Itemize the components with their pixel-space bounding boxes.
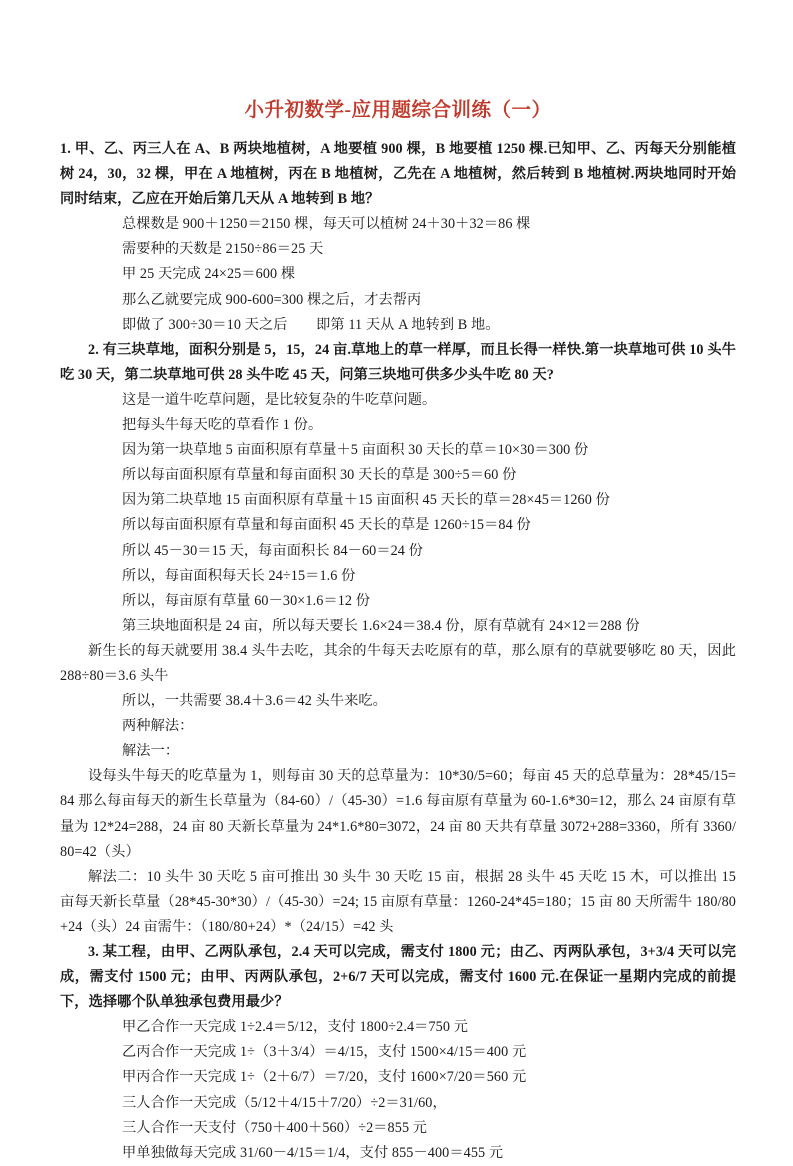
solution-line: 第三块地面积是 24 亩，所以每天要长 1.6×24＝38.4 份，原有草就有 24×12＝288 份	[122, 617, 640, 634]
solution-line: 所以，一共需要 38.4＋3.6＝42 头牛来吃。	[122, 693, 387, 710]
solution-line: 乙丙合作一天完成 1÷（3＋3/4）＝4/15，支付 1500×4/15＝400 元	[122, 1044, 527, 1061]
solution-line: 所以，每亩原有草量 60－30×1.6＝12 份	[122, 592, 371, 609]
solution-line: 解法一：	[122, 743, 180, 760]
solution-line: 甲 25 天完成 24×25＝600 棵	[122, 266, 296, 283]
solution-line: 甲单独做每天完成 31/60－4/15＝1/4，支付 855－400＝455 元	[122, 1144, 504, 1161]
solution-line: 那么乙就要完成 900-600=300 棵之后，才去帮丙	[122, 291, 422, 308]
solution-line: 因为第二块草地 15 亩面积原有草量＋15 亩面积 45 天长的草＝28×45＝1260 份	[122, 492, 610, 509]
solution-line: 总棵数是 900＋1250＝2150 棵，每天可以植树 24＋30＋32＝86 棵	[122, 216, 531, 233]
problem-statement: 2. 有三块草地，面积分别是 5，15，24 亩.草地上的草一样厚，而且长得一样快.第一块草地可供 10 头牛吃 30 天，第二块草地可供 28 头牛吃 45 天，问第三块地可供多少头牛吃 80 天?	[60, 341, 736, 383]
solution-line: 设每头牛每天的吃草量为 1，则每亩 30 天的总草量为：10*30/5=60；每亩 45 天的总草量为：28*45/15=84 那么每亩每天的新生长草量为（84-60）/（45-30）=1.6 每亩原有草量为 60-1.6*30=12，那么 24 亩原有草量为 12*24=288，24 亩 80 天新长草量为 24*1.6*80=3072，24 亩 80 天共有草量 3072+288=3360，所有 3360/80=42（头）	[60, 768, 736, 860]
solution-line: 需要种的天数是 2150÷86＝25 天	[122, 241, 324, 258]
solution-line: 三人合作一天支付（750＋400＋560）÷2＝855 元	[122, 1119, 428, 1136]
solution-line: 所以每亩面积原有草量和每亩面积 45 天长的草是 1260÷15＝84 份	[122, 517, 531, 534]
solution-line: 因为第一块草地 5 亩面积原有草量＋5 亩面积 30 天长的草＝10×30＝300 份	[122, 442, 589, 459]
document-body	[60, 137, 736, 1166]
solution-line: 三人合作一天完成（5/12＋4/15＋7/20）÷2＝31/60，	[122, 1094, 447, 1111]
solution-line: 两种解法：	[122, 718, 194, 735]
solution-line: 即做了 300÷30＝10 天之后 即第 11 天从 A 地转到 B 地。	[122, 316, 500, 333]
document-content	[60, 96, 736, 1166]
solution-line: 解法二：10 头牛 30 天吃 5 亩可推出 30 头牛 30 天吃 15 亩，根据 28 头牛 45 天吃 15 木，可以推出 15 亩每天新长草量（28*45-30*30）/（45-30）=24; 15 亩原有草量：1260-24*45=180；15 亩 80 天所需牛 180/80+24（头）24 亩需牛：（180/80+24）*（24/15）=42 头	[60, 868, 736, 935]
solution-line: 甲丙合作一天完成 1÷（2＋6/7）＝7/20，支付 1600×7/20＝560 元	[122, 1069, 527, 1086]
solution-line: 把每头牛每天吃的草看作 1 份。	[122, 417, 323, 434]
solution-line: 所以 45－30＝15 天，每亩面积长 84－60＝24 份	[122, 542, 423, 559]
problem-statement: 3. 某工程，由甲、乙两队承包，2.4 天可以完成，需支付 1800 元；由乙、丙两队承包，3+3/4 天可以完成，需支付 1500 元；由甲、丙两队承包，2+6/7 天可以完成，需支付 1600 元.在保证一星期内完成的前提下，选择哪个队单独承包费用最少？	[60, 944, 736, 1011]
problem-statement: 1. 甲、乙、丙三人在 A、B 两块地植树，A 地要植 900 棵，B 地要植 1250 棵.已知甲、乙、丙每天分别能植树 24，30，32 棵，甲在 A 地植树，丙在 B 地植树，乙先在 A 地植树，然后转到 B 地植树.两块地同时开始同时结束，乙应在开始后第几天从 A 地转到 B 地？	[60, 141, 736, 208]
solution-line: 所以，每亩面积每天长 24÷15＝1.6 份	[122, 567, 356, 584]
solution-line: 甲乙合作一天完成 1÷2.4＝5/12，支付 1800÷2.4＝750 元	[122, 1019, 468, 1036]
page-title: 小升初数学-应用题综合训练（一）	[244, 100, 552, 121]
solution-line: 所以每亩面积原有草量和每亩面积 30 天长的草是 300÷5＝60 份	[122, 467, 517, 484]
solution-line: 新生长的每天就要用 38.4 头牛去吃，其余的牛每天去吃原有的草，那么原有的草就要够吃 80 天，因此 288÷80＝3.6 头牛	[60, 642, 736, 684]
solution-line: 这是一道牛吃草问题，是比较复杂的牛吃草问题。	[122, 391, 437, 408]
